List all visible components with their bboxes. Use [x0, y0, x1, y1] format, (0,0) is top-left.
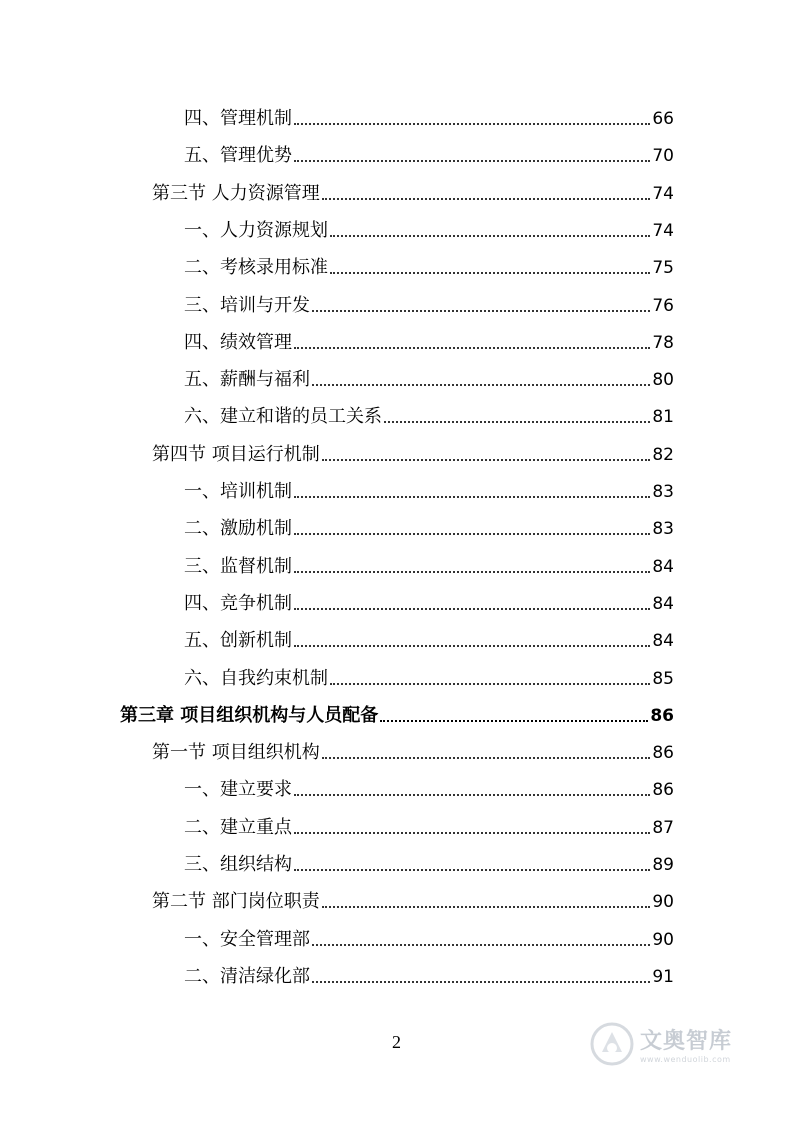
toc-entry-item[interactable]: [184, 100, 674, 130]
toc-entry-section[interactable]: [152, 175, 674, 205]
toc-entry-page: 87: [652, 817, 674, 838]
toc-entry-page: 82: [652, 444, 674, 465]
toc-entry-label: 一、建立要求: [184, 779, 292, 801]
page-number: 2: [392, 1032, 401, 1052]
toc-entry-item[interactable]: [184, 510, 674, 540]
toc-dot-leader: [294, 495, 650, 498]
toc-entry-item[interactable]: [184, 660, 674, 690]
toc-dot-leader: [294, 831, 650, 834]
toc-entry-page: 86: [650, 705, 674, 726]
toc-dot-leader: [380, 719, 648, 722]
toc-entry-section[interactable]: [152, 436, 674, 466]
toc-entry-item[interactable]: [184, 846, 674, 876]
toc-entry-page: 78: [652, 332, 674, 353]
toc-entry-item[interactable]: [184, 249, 674, 279]
toc-entry-page: 84: [652, 556, 674, 577]
toc-entry-label: 第四节 项目运行机制: [152, 443, 320, 465]
toc-dot-leader: [312, 309, 650, 312]
toc-entry-label: 四、管理机制: [184, 108, 292, 129]
toc-entry-section[interactable]: [152, 734, 674, 764]
toc-entry-page: 91: [652, 966, 674, 987]
toc-entry-label: 五、创新机制: [184, 630, 292, 652]
toc-entry-label: 三、监督机制: [184, 555, 292, 577]
toc-entry-label: 二、激励机制: [184, 518, 292, 540]
toc-entry-page: 70: [652, 146, 674, 167]
toc-entry-label: 第三节 人力资源管理: [152, 182, 320, 204]
toc-entry-label: 二、建立重点: [184, 816, 292, 838]
toc-entry-item[interactable]: [184, 287, 674, 317]
toc-entry-item[interactable]: [184, 771, 674, 801]
toc-entry-item[interactable]: [184, 361, 674, 391]
toc-entry-page: 90: [652, 929, 674, 950]
toc-entry-label: 六、自我约束机制: [184, 667, 328, 689]
toc-entry-label: 四、竞争机制: [184, 592, 292, 614]
toc-entry-item[interactable]: [184, 324, 674, 354]
toc-entry-item[interactable]: [184, 921, 674, 951]
toc-entry-page: 74: [652, 183, 674, 204]
toc-dot-leader: [294, 607, 650, 610]
toc-entry-label: 五、管理优势: [184, 145, 292, 167]
toc-entry-label: 第三章 项目组织机构与人员配备: [120, 704, 379, 726]
toc-entry-page: 75: [652, 258, 674, 279]
toc-entry-item[interactable]: [184, 398, 674, 428]
watermark-logo-icon: [590, 1022, 634, 1066]
toc-entry-page: 84: [652, 631, 674, 652]
toc-entry-page: 84: [652, 593, 674, 614]
toc-entry-page: 66: [652, 109, 674, 129]
toc-entry-page: 85: [652, 668, 674, 689]
toc-entry-label: 一、培训机制: [184, 481, 292, 502]
toc-entry-label: 第二节 部门岗位职责: [152, 891, 320, 913]
toc-entry-label: 五、薪酬与福利: [184, 369, 310, 391]
toc-dot-leader: [294, 644, 650, 647]
toc-entry-label: 第一节 项目组织机构: [152, 742, 320, 764]
toc-dot-leader: [294, 868, 650, 871]
toc-dot-leader: [312, 383, 650, 386]
toc-dot-leader: [294, 122, 650, 125]
toc-entry-item[interactable]: [184, 548, 674, 578]
toc-dot-leader: [322, 197, 651, 200]
toc-dot-leader: [312, 943, 650, 946]
toc-entry-page: 74: [652, 220, 674, 241]
toc-dot-leader: [294, 346, 650, 349]
toc-entry-chapter[interactable]: [120, 697, 674, 727]
watermark: [590, 1018, 760, 1070]
toc-dot-leader: [312, 980, 650, 983]
toc-entry-label: 二、考核录用标准: [184, 257, 328, 279]
toc-entry-label: 三、培训与开发: [184, 294, 310, 316]
toc-entry-page: 86: [652, 743, 674, 764]
toc-entry-page: 76: [652, 295, 674, 316]
toc-dot-leader: [294, 570, 650, 573]
toc-entry-section[interactable]: [152, 883, 674, 913]
toc-dot-leader: [322, 905, 651, 908]
toc-entry-item[interactable]: [184, 622, 674, 652]
toc-dot-leader: [330, 682, 650, 685]
toc-entry-page: 83: [652, 519, 674, 540]
toc-dot-leader: [330, 271, 650, 274]
toc-entry-label: 二、清洁绿化部: [184, 965, 310, 987]
toc-entry-page: 83: [652, 482, 674, 502]
toc-entry-page: 81: [652, 407, 674, 428]
toc-entry-label: 三、组织结构: [184, 854, 292, 875]
toc-entry-page: 80: [652, 370, 674, 391]
toc-dot-leader: [294, 793, 650, 796]
toc-dot-leader: [322, 756, 651, 759]
toc-dot-leader: [294, 532, 650, 535]
toc-entry-label: 四、绩效管理: [184, 331, 292, 353]
toc-entry-item[interactable]: [184, 958, 674, 988]
toc-entry-label: 一、安全管理部: [184, 928, 310, 950]
toc-dot-leader: [294, 159, 650, 162]
toc-entry-page: 89: [652, 855, 674, 875]
toc-entry-page: 90: [652, 892, 674, 913]
toc-entry-item[interactable]: [184, 585, 674, 615]
watermark-name: 文奥智库: [640, 1029, 733, 1054]
toc-entry-page: 86: [652, 780, 674, 801]
watermark-url: www.wenduolib.com: [640, 1055, 731, 1064]
toc-entry-label: 六、建立和谐的员工关系: [184, 406, 382, 428]
toc-entry-label: 一、人力资源规划: [184, 219, 328, 241]
toc-entry-item[interactable]: [184, 137, 674, 167]
toc-dot-leader: [322, 458, 651, 461]
toc-entry-item[interactable]: [184, 473, 674, 503]
toc-entry-item[interactable]: [184, 809, 674, 839]
toc-entry-item[interactable]: [184, 212, 674, 242]
toc-dot-leader: [384, 420, 650, 423]
toc-dot-leader: [330, 234, 650, 237]
